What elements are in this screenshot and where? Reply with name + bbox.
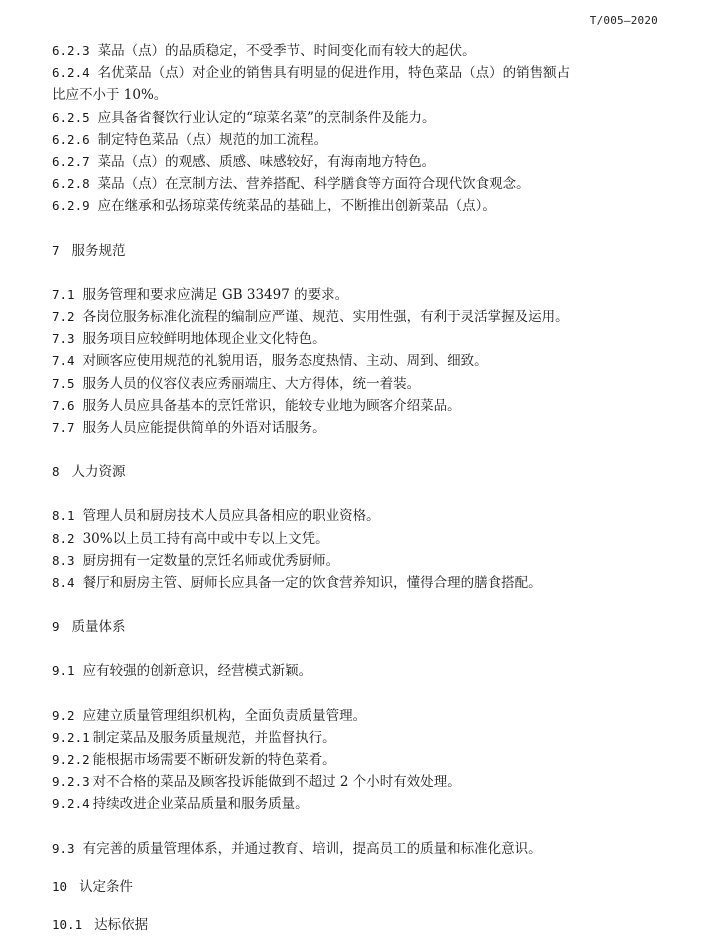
clause-number: 8.2	[52, 530, 75, 546]
clause-8-3	[52, 550, 662, 572]
clause-6-2-7	[52, 151, 662, 173]
clause-8-2	[52, 528, 662, 550]
section-heading-8	[52, 461, 662, 483]
clause-number: 9.2.4	[52, 796, 90, 812]
clause-text: 服务项目应较鲜明地体现企业文化特色。	[82, 331, 326, 348]
clause-number: 8.3	[52, 552, 75, 568]
clause-number: 6.2.5	[52, 109, 90, 125]
clause-8-4	[52, 572, 662, 594]
spacer	[52, 638, 662, 660]
clause-6-2-8	[52, 173, 662, 195]
section-heading-10	[52, 876, 662, 898]
section-heading-9	[52, 616, 662, 638]
clause-text: 服务人员的仪容仪表应秀丽端庄、大方得体，统一着装。	[82, 375, 421, 392]
spacer	[52, 816, 662, 838]
clause-text: 应有较强的创新意识，经营模式新颖。	[82, 663, 313, 680]
section-number: 7	[52, 242, 60, 258]
clause-text: 有完善的质量管理体系，并通过教育、培训，提高员工的质量和标准化意识。	[82, 840, 542, 857]
clause-8-1	[52, 505, 662, 527]
clause-7-1	[52, 284, 662, 306]
clause-number: 7.4	[52, 353, 75, 369]
clause-text: 各岗位服务标准化流程的编制应严谨、规范、实用性强，有利于灵活掌握及运用。	[82, 309, 569, 326]
clause-7-3	[52, 328, 662, 350]
clause-9-2-1	[52, 727, 662, 749]
clause-text: 达标依据	[94, 917, 149, 934]
clause-number: 6.2.9	[52, 198, 90, 214]
clause-10-1	[52, 914, 662, 936]
clause-number: 7.5	[52, 375, 75, 391]
section-number: 8	[52, 464, 60, 480]
spacer	[52, 262, 662, 284]
clause-number: 6.2.7	[52, 154, 90, 170]
clause-number: 7.6	[52, 397, 75, 413]
clause-number: 8.1	[52, 508, 75, 524]
clause-number: 9.2	[52, 707, 75, 723]
clause-text: 应具备省餐饮行业认定的“琼菜名菜”的烹制条件及能力。	[97, 109, 436, 126]
section-title: 质量体系	[71, 619, 126, 636]
clause-text: 菜品（点）的观感、质感、味感较好，有海南地方特色。	[97, 154, 436, 171]
clause-7-2	[52, 306, 662, 328]
clause-6-2-9	[52, 195, 662, 217]
clause-text: 菜品（点）的品质稳定，不受季节、时间变化而有较大的起伏。	[97, 43, 476, 59]
spacer	[52, 898, 662, 914]
clause-text: 餐厅和厨房主管、厨师长应具备一定的饮食营养知识，懂得合理的膳食搭配。	[82, 575, 542, 592]
clause-text: 持续改进企业菜品质量和服务质量。	[92, 796, 309, 813]
section-number: 10	[52, 878, 68, 894]
section-heading-7	[52, 240, 662, 262]
clause-text: 制定菜品及服务质量规范，并监督执行。	[92, 729, 336, 746]
clause-text: 应建立质量管理组织机构，全面负责质量管理。	[82, 707, 367, 724]
clause-number: 9.1	[52, 663, 75, 679]
clause-number: 9.2.2	[52, 752, 90, 768]
clause-7-4	[52, 350, 662, 372]
clause-number: 7.3	[52, 331, 75, 347]
section-title: 认定条件	[79, 878, 134, 895]
clause-7-5	[52, 373, 662, 395]
section-number: 9	[52, 619, 60, 635]
clause-text: 名优菜品（点）对企业的销售具有明显的促进作用，特色菜品（点）的销售额占	[97, 65, 571, 82]
clause-number: 7.7	[52, 420, 75, 436]
spacer	[52, 594, 662, 616]
clause-text: 管理人员和厨房技术人员应具备相应的职业资格。	[82, 508, 380, 525]
clause-text: 30%以上员工持有高中或中专以上文凭。	[82, 530, 329, 547]
clause-9-1	[52, 660, 662, 682]
spacer	[52, 218, 662, 240]
clause-text: 菜品（点）在烹制方法、营养搭配、科学膳食等方面符合现代饮食观念。	[97, 176, 530, 193]
clause-text: 对顾客应使用规范的礼貌用语，服务态度热情、主动、周到、细致。	[82, 353, 488, 370]
clause-7-6	[52, 395, 662, 417]
clause-number: 6.2.6	[52, 131, 90, 147]
clause-text: 制定特色菜品（点）规范的加工流程。	[97, 131, 328, 148]
clause-text: 服务人员应具备基本的烹饪常识，能较专业地为顾客介绍菜品。	[82, 397, 461, 414]
clause-number: 6.2.3	[52, 43, 90, 58]
clause-9-3	[52, 838, 662, 860]
clause-text: 应在继承和弘扬琼菜传统菜品的基础上，不断推出创新菜品（点）。	[97, 198, 496, 215]
clause-number: 6.2.8	[52, 176, 90, 192]
clause-7-7	[52, 417, 662, 439]
clause-text: 厨房拥有一定数量的烹饪名师或优秀厨师。	[82, 552, 340, 569]
spacer	[52, 483, 662, 505]
clause-number: 8.4	[52, 575, 75, 591]
clause-number: 9.3	[52, 840, 75, 856]
clause-6-2-3	[52, 40, 662, 62]
clause-9-2-4	[52, 793, 662, 815]
clause-9-2-2	[52, 749, 662, 771]
document-body	[52, 40, 662, 936]
clause-text: 服务管理和要求应满足 GB 33497 的要求。	[82, 286, 349, 303]
clause-9-2	[52, 705, 662, 727]
clause-number: 9.2.3	[52, 774, 90, 790]
spacer	[52, 860, 662, 876]
document-code: T/005—2020	[589, 14, 658, 27]
clause-6-2-5	[52, 107, 662, 129]
clause-text: 服务人员应能提供简单的外语对话服务。	[82, 420, 326, 437]
clause-6-2-6	[52, 129, 662, 151]
clause-text: 比应不小于 10%。	[52, 87, 168, 104]
clause-number: 7.1	[52, 286, 75, 302]
clause-text: 能根据市场需要不断研发新的特色菜肴。	[92, 752, 336, 769]
clause-9-2-3	[52, 771, 662, 793]
clause-text: 对不合格的菜品及顾客投诉能做到不超过 2 个小时有效处理。	[92, 774, 461, 791]
clause-6-2-4-continuation	[52, 84, 662, 106]
clause-number: 6.2.4	[52, 65, 90, 81]
section-title: 人力资源	[71, 464, 126, 481]
clause-number: 10.1	[52, 917, 83, 933]
clause-number: 7.2	[52, 309, 75, 325]
clause-number: 9.2.1	[52, 729, 90, 745]
section-title: 服务规范	[71, 242, 126, 259]
spacer	[52, 439, 662, 461]
clause-6-2-4	[52, 62, 662, 84]
spacer	[52, 683, 662, 705]
